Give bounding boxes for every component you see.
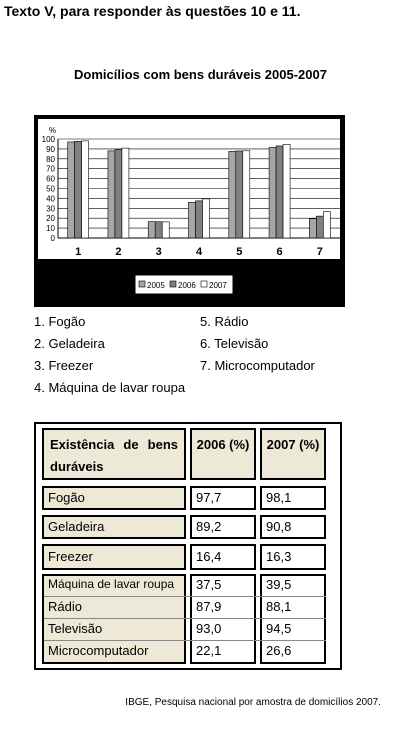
cell-2007-fogao (260, 486, 326, 510)
y-tick-label: 60 (46, 174, 55, 184)
table-row-fogao-item (42, 486, 186, 510)
cell-item-geladeira: Geladeira (48, 519, 105, 534)
header-item-label: Existência de bens duráveis (50, 437, 178, 474)
cell-2006-geladeira (190, 515, 256, 539)
x-tick-label: 7 (316, 246, 323, 258)
bar-2005-7 (309, 219, 316, 238)
bar-2005-3 (148, 222, 155, 238)
bar-2006-7 (316, 216, 323, 238)
cell-item-maquina: Máquina de lavar roupa (48, 577, 175, 591)
value-2007-maquina: 39,5 (266, 577, 292, 592)
row-divider (44, 640, 326, 641)
bar-2005-1 (68, 142, 75, 238)
item-legend-list (34, 314, 374, 404)
x-tick-label: 2 (115, 246, 122, 258)
cell-item-televisao: Televisão (48, 621, 103, 636)
value-2006-geladeira: 89,2 (196, 519, 222, 534)
table-group-2006 (190, 574, 256, 664)
legend-item-1: 1. Fogão (34, 314, 86, 329)
cell-2007-geladeira (260, 515, 326, 539)
legend-label-2005: 2005 (147, 281, 165, 290)
y-tick-label: 20 (46, 214, 55, 224)
bar-2006-1 (75, 141, 82, 238)
value-2007-microcomputador: 26,6 (266, 643, 292, 658)
legend-item-4: 4. Máquina de lavar roupa (34, 380, 186, 395)
value-2006-radio: 87,9 (196, 599, 222, 614)
legend-item-5: 5. Rádio (200, 314, 249, 329)
x-tick-label: 5 (236, 246, 243, 258)
bar-2005-4 (189, 202, 196, 238)
bar-2005-2 (108, 151, 115, 238)
row-divider (44, 596, 326, 597)
y-tick-label: 100 (41, 135, 55, 144)
x-tick-label: 1 (75, 246, 82, 258)
value-2006-maquina: 37,5 (196, 577, 222, 592)
x-tick-label: 3 (155, 246, 162, 258)
bar-2006-6 (276, 146, 283, 238)
bar-2007-6 (283, 144, 290, 238)
legend-swatch-2005 (139, 281, 145, 287)
row-divider (44, 618, 326, 619)
chart-title: Domicílios com bens duráveis 2005-2007 (74, 67, 327, 82)
cell-2006-fogao (190, 486, 256, 510)
value-2006-fogao: 97,7 (196, 490, 222, 505)
table-group-2007 (260, 574, 326, 664)
legend-item-2: 2. Geladeira (34, 336, 105, 351)
legend-item-7: 7. Microcomputador (200, 358, 315, 373)
legend-label-2006: 2006 (178, 281, 196, 290)
legend-swatch-2007 (201, 281, 207, 287)
y-axis-label: % (49, 126, 57, 135)
bar-2005-6 (269, 147, 276, 238)
cell-item-radio: Rádio (48, 599, 82, 614)
y-tick-label: 10 (46, 224, 55, 234)
bar-chart (34, 115, 345, 307)
header-2007-label: 2007 (%) (266, 437, 320, 452)
value-2007-radio: 88,1 (266, 599, 292, 614)
value-2007-freezer: 16,3 (266, 549, 292, 564)
y-tick-label: 40 (46, 194, 55, 204)
bar-2007-3 (162, 222, 169, 238)
y-tick-label: 0 (50, 234, 55, 243)
bar-2007-7 (323, 212, 330, 238)
value-2007-fogao: 98,1 (266, 490, 292, 505)
bar-2007-1 (82, 141, 89, 238)
cell-item-fogao: Fogão (48, 490, 85, 505)
bar-2006-2 (115, 150, 122, 238)
table-group-items (42, 574, 186, 664)
value-2007-geladeira: 90,8 (266, 519, 292, 534)
page-heading: Texto V, para responder às questões 10 e 11. (4, 3, 301, 19)
legend-item-3: 3. Freezer (34, 358, 94, 373)
value-2006-televisao: 93,0 (196, 621, 222, 636)
y-tick-label: 30 (46, 204, 55, 214)
bar-2007-4 (203, 199, 210, 238)
x-tick-label: 4 (195, 246, 203, 258)
cell-2007-freezer (260, 544, 326, 570)
bar-2006-5 (236, 151, 243, 238)
y-tick-label: 70 (46, 164, 55, 174)
source-note: IBGE, Pesquisa nacional por amostra de domicílios 2007. (125, 697, 381, 708)
y-tick-label: 80 (46, 154, 55, 164)
x-tick-label: 6 (276, 246, 283, 258)
legend-label-2007: 2007 (209, 281, 227, 290)
y-tick-label: 90 (46, 144, 55, 154)
bar-2007-2 (122, 148, 129, 238)
data-table (34, 422, 342, 670)
bar-2006-4 (196, 201, 203, 238)
y-tick-label: 50 (46, 184, 55, 194)
header-2007 (260, 428, 326, 480)
cell-item-microcomputador: Microcomputador (48, 643, 149, 658)
header-item (42, 428, 186, 480)
cell-item-freezer: Freezer (48, 549, 93, 564)
cell-2006-freezer (190, 544, 256, 570)
table-row-freezer-item (42, 544, 186, 570)
header-2006-label: 2006 (%) (196, 437, 250, 452)
table-row-geladeira-item (42, 515, 186, 539)
bar-2006-3 (155, 222, 162, 238)
bar-2005-5 (229, 151, 236, 238)
header-2006 (190, 428, 256, 480)
legend-item-6: 6. Televisão (200, 336, 269, 351)
legend-swatch-2006 (170, 281, 176, 287)
value-2007-televisao: 94,5 (266, 621, 292, 636)
value-2006-microcomputador: 22,1 (196, 643, 222, 658)
bar-2007-5 (243, 151, 250, 238)
value-2006-freezer: 16,4 (196, 549, 222, 564)
